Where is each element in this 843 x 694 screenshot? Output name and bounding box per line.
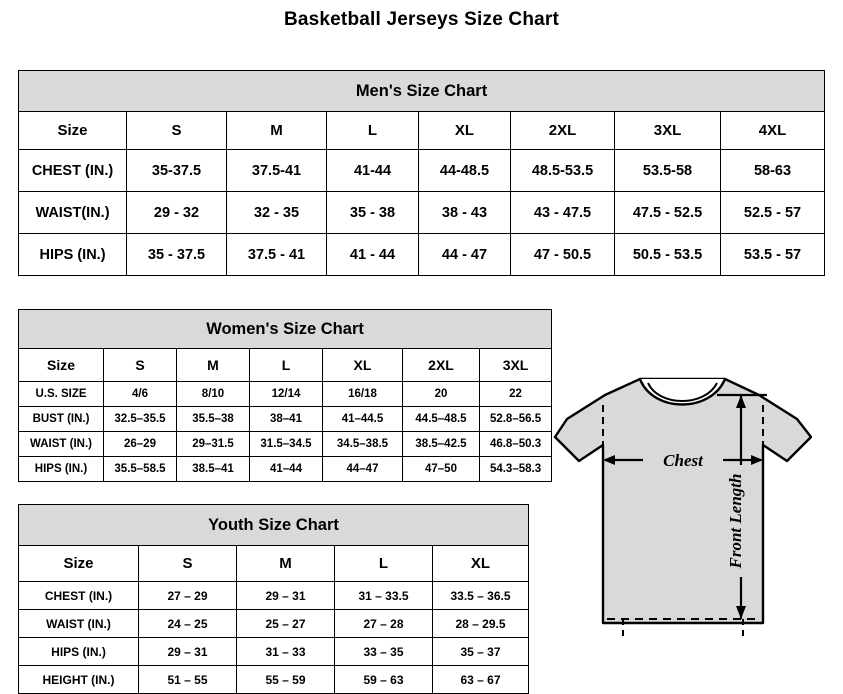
cell: 16/18 xyxy=(323,382,403,407)
cell: 24 – 25 xyxy=(139,610,237,638)
cell: 44–47 xyxy=(323,457,403,482)
front-length-label: Front Length xyxy=(726,473,745,569)
cell: 22 xyxy=(480,382,552,407)
cell: 38–41 xyxy=(250,407,323,432)
cell: 53.5 - 57 xyxy=(721,234,825,276)
cell: 35.5–58.5 xyxy=(104,457,177,482)
cell: 31 – 33 xyxy=(237,638,335,666)
table-row xyxy=(19,457,552,482)
column-header-3xl: 3XL xyxy=(480,349,552,382)
row-label-waist: WAIST (IN.) xyxy=(19,432,104,457)
cell: 53.5-58 xyxy=(615,150,721,192)
cell: 55 – 59 xyxy=(237,666,335,694)
cell: 50.5 - 53.5 xyxy=(615,234,721,276)
column-header-2xl: 2XL xyxy=(403,349,480,382)
cell: 52.5 - 57 xyxy=(721,192,825,234)
cell: 35-37.5 xyxy=(127,150,227,192)
cell: 44-48.5 xyxy=(419,150,511,192)
cell: 35 - 38 xyxy=(327,192,419,234)
mens-header-row xyxy=(19,112,825,150)
row-label-chest: CHEST (IN.) xyxy=(19,150,127,192)
column-header-4xl: 4XL xyxy=(721,112,825,150)
cell: 51 – 55 xyxy=(139,666,237,694)
table-row xyxy=(19,234,825,276)
cell: 31 – 33.5 xyxy=(335,582,433,610)
cell: 63 – 67 xyxy=(433,666,529,694)
womens-chart-title: Women's Size Chart xyxy=(19,310,552,349)
table-row xyxy=(19,407,552,432)
cell: 34.5–38.5 xyxy=(323,432,403,457)
row-label-bust: BUST (IN.) xyxy=(19,407,104,432)
cell: 46.8–50.3 xyxy=(480,432,552,457)
cell: 37.5 - 41 xyxy=(227,234,327,276)
cell: 48.5-53.5 xyxy=(511,150,615,192)
youth-header-row xyxy=(19,546,529,582)
cell: 29 - 32 xyxy=(127,192,227,234)
womens-size-chart-table xyxy=(18,309,552,482)
row-label-waist: WAIST (IN.) xyxy=(19,610,139,638)
cell: 35.5–38 xyxy=(177,407,250,432)
cell: 37.5-41 xyxy=(227,150,327,192)
cell: 29 – 31 xyxy=(139,638,237,666)
column-header-l: L xyxy=(327,112,419,150)
cell: 33.5 – 36.5 xyxy=(433,582,529,610)
row-label-us-size: U.S. SIZE xyxy=(19,382,104,407)
column-header-3xl: 3XL xyxy=(615,112,721,150)
table-row xyxy=(19,638,529,666)
cell: 29 – 31 xyxy=(237,582,335,610)
column-header-size: Size xyxy=(19,546,139,582)
jersey-outline xyxy=(555,379,811,623)
cell: 32.5–35.5 xyxy=(104,407,177,432)
youth-chart-title: Youth Size Chart xyxy=(19,505,529,546)
page-title: Basketball Jerseys Size Chart xyxy=(283,9,560,30)
cell: 28 – 29.5 xyxy=(433,610,529,638)
cell: 29–31.5 xyxy=(177,432,250,457)
chest-label: Chest xyxy=(663,451,703,470)
cell: 58-63 xyxy=(721,150,825,192)
table-row xyxy=(19,666,529,694)
cell: 27 – 29 xyxy=(139,582,237,610)
cell: 44 - 47 xyxy=(419,234,511,276)
cell: 54.3–58.3 xyxy=(480,457,552,482)
column-header-xl: XL xyxy=(323,349,403,382)
row-label-height: HEIGHT (IN.) xyxy=(19,666,139,694)
column-header-s: S xyxy=(127,112,227,150)
cell: 31.5–34.5 xyxy=(250,432,323,457)
column-header-xl: XL xyxy=(433,546,529,582)
mens-chart-title: Men's Size Chart xyxy=(19,71,825,112)
cell: 43 - 47.5 xyxy=(511,192,615,234)
cell: 47.5 - 52.5 xyxy=(615,192,721,234)
cell: 59 – 63 xyxy=(335,666,433,694)
column-header-s: S xyxy=(104,349,177,382)
column-header-xl: XL xyxy=(419,112,511,150)
row-label-chest: CHEST (IN.) xyxy=(19,582,139,610)
table-row xyxy=(19,192,825,234)
table-row xyxy=(19,432,552,457)
cell: 38.5–42.5 xyxy=(403,432,480,457)
column-header-s: S xyxy=(139,546,237,582)
cell: 52.8–56.5 xyxy=(480,407,552,432)
cell: 27 – 28 xyxy=(335,610,433,638)
table-row xyxy=(19,382,552,407)
table-row xyxy=(19,610,529,638)
cell: 38 - 43 xyxy=(419,192,511,234)
mens-size-chart-table xyxy=(18,70,825,276)
column-header-size: Size xyxy=(19,112,127,150)
column-header-m: M xyxy=(237,546,335,582)
table-row xyxy=(19,150,825,192)
row-label-hips: HIPS (IN.) xyxy=(19,457,104,482)
cell: 12/14 xyxy=(250,382,323,407)
cell: 47 - 50.5 xyxy=(511,234,615,276)
youth-size-chart-table xyxy=(18,504,529,694)
cell: 41 - 44 xyxy=(327,234,419,276)
cell: 32 - 35 xyxy=(227,192,327,234)
cell: 41-44 xyxy=(327,150,419,192)
table-row xyxy=(19,582,529,610)
row-label-hips: HIPS (IN.) xyxy=(19,638,139,666)
cell: 26–29 xyxy=(104,432,177,457)
cell: 8/10 xyxy=(177,382,250,407)
column-header-l: L xyxy=(335,546,433,582)
column-header-m: M xyxy=(227,112,327,150)
cell: 4/6 xyxy=(104,382,177,407)
cell: 25 – 27 xyxy=(237,610,335,638)
jersey-measurement-diagram xyxy=(545,361,835,661)
row-label-hips: HIPS (IN.) xyxy=(19,234,127,276)
row-label-waist: WAIST(IN.) xyxy=(19,192,127,234)
cell: 33 – 35 xyxy=(335,638,433,666)
cell: 35 - 37.5 xyxy=(127,234,227,276)
cell: 47–50 xyxy=(403,457,480,482)
column-header-l: L xyxy=(250,349,323,382)
cell: 38.5–41 xyxy=(177,457,250,482)
cell: 41–44 xyxy=(250,457,323,482)
cell: 41–44.5 xyxy=(323,407,403,432)
column-header-m: M xyxy=(177,349,250,382)
womens-header-row xyxy=(19,349,552,382)
cell: 44.5–48.5 xyxy=(403,407,480,432)
column-header-2xl: 2XL xyxy=(511,112,615,150)
cell: 35 – 37 xyxy=(433,638,529,666)
column-header-size: Size xyxy=(19,349,104,382)
cell: 20 xyxy=(403,382,480,407)
